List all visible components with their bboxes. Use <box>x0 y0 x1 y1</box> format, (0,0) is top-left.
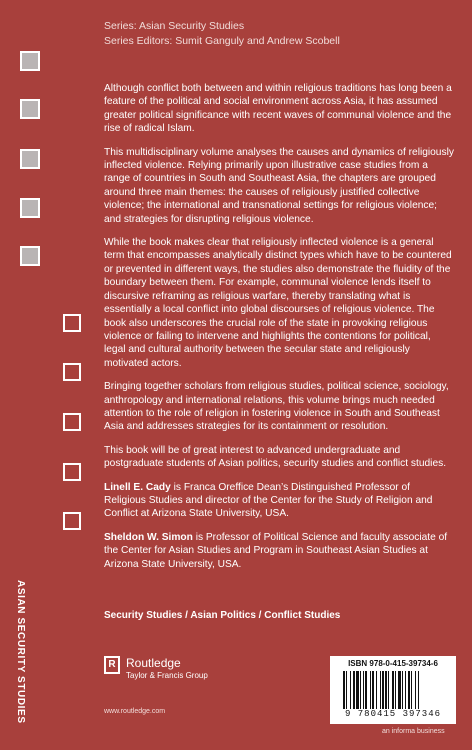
editor-bio-text: is Franca Oreffice Dean’s Distinguished Professor of Religious Studies and director of the Center for the Study of Religion and Conflict at Arizona State University, USA. <box>104 481 433 520</box>
blurb-paragraph: This multidisciplinary volume analyses the causes and dynamics of religiously inflected violence. Relying primarily upon illustrative case studies from a range of countries in South and Southeast Asia, the chapters are grouped around three main themes: the causes of religiously justified collective violence; the international and transnational settings for religious violence; and strategies for disrupting religious violence. <box>104 146 454 225</box>
routledge-logo-icon: R <box>104 656 120 674</box>
subject-categories: Security Studies / Asian Politics / Conflict Studies <box>104 610 341 621</box>
filled-square-icon <box>20 246 40 266</box>
blurb-paragraph: Bringing together scholars from religious studies, political science, sociology, anthropology and international relations, this volume brings much needed attention to the role of religion in fostering violence in South and Southeast Asia and addresses strategies for its containment or resolution. <box>104 381 449 433</box>
editor-name: Linell E. Cady <box>104 481 171 493</box>
editor-bio <box>104 481 454 521</box>
series-name: Series: Asian Security Studies <box>104 20 245 32</box>
outline-square-icon <box>63 314 81 332</box>
outline-square-icon <box>63 413 81 431</box>
barcode-bars-icon <box>342 671 448 709</box>
spine-series-title: ASIAN SECURITY STUDIES <box>15 580 26 724</box>
publisher-website: www.routledge.com <box>104 708 166 715</box>
outline-square-icon <box>63 512 81 530</box>
isbn-label: ISBN 978-0-415-39734-6 <box>348 659 438 668</box>
blurb <box>104 82 454 581</box>
blurb-paragraph: Although conflict both between and within religious traditions has long been a feature of the political and social environment across Asia, it has assumed greater political significance with recent waves of communal violence and the rise of radical Islam. <box>104 83 452 135</box>
editor-name: Sheldon W. Simon <box>104 531 193 543</box>
series-info <box>104 19 340 49</box>
outline-square-icon <box>63 463 81 481</box>
series-editors: Series Editors: Sumit Ganguly and Andrew Scobell <box>104 35 340 47</box>
barcode <box>330 656 456 724</box>
filled-square-icon <box>20 51 40 71</box>
blurb-paragraph: This book will be of great interest to advanced undergraduate and postgraduate students of Asian politics, security studies and conflict studies. <box>104 444 447 470</box>
publisher-group: Taylor & Francis Group <box>126 671 208 680</box>
blurb-paragraph: While the book makes clear that religiously inflected violence is a general term that encompasses analytically distinct types which have to be countered or prevented in different ways, the studies also demonstrate the fluidity of the boundary between them. For example, communal violence lends itself to discursive reframing as religious warfare, thereby translating what is essentially a local conflict into global discourses of religious violence. The book also underscores the crucial role of the state in provoking religious violence or failing to intervene and highlights the contentions for political, legal and cultural authority between the secular state and religiously motivated actors. <box>104 237 452 369</box>
editor-bio <box>104 531 454 571</box>
filled-square-icon <box>20 198 40 218</box>
barcode-digits: 9 780415 397346 <box>344 709 441 719</box>
filled-square-icon <box>20 99 40 119</box>
filled-square-icon <box>20 149 40 169</box>
outline-square-icon <box>63 363 81 381</box>
editor-bio-text: is Professor of Political Science and faculty associate of the Center for Asian Studies and Program in Southeast Asian Studies at Arizona State University, USA. <box>104 531 448 570</box>
publisher-name: Routledge <box>126 656 181 670</box>
informa-tagline: an informa business <box>382 728 445 735</box>
